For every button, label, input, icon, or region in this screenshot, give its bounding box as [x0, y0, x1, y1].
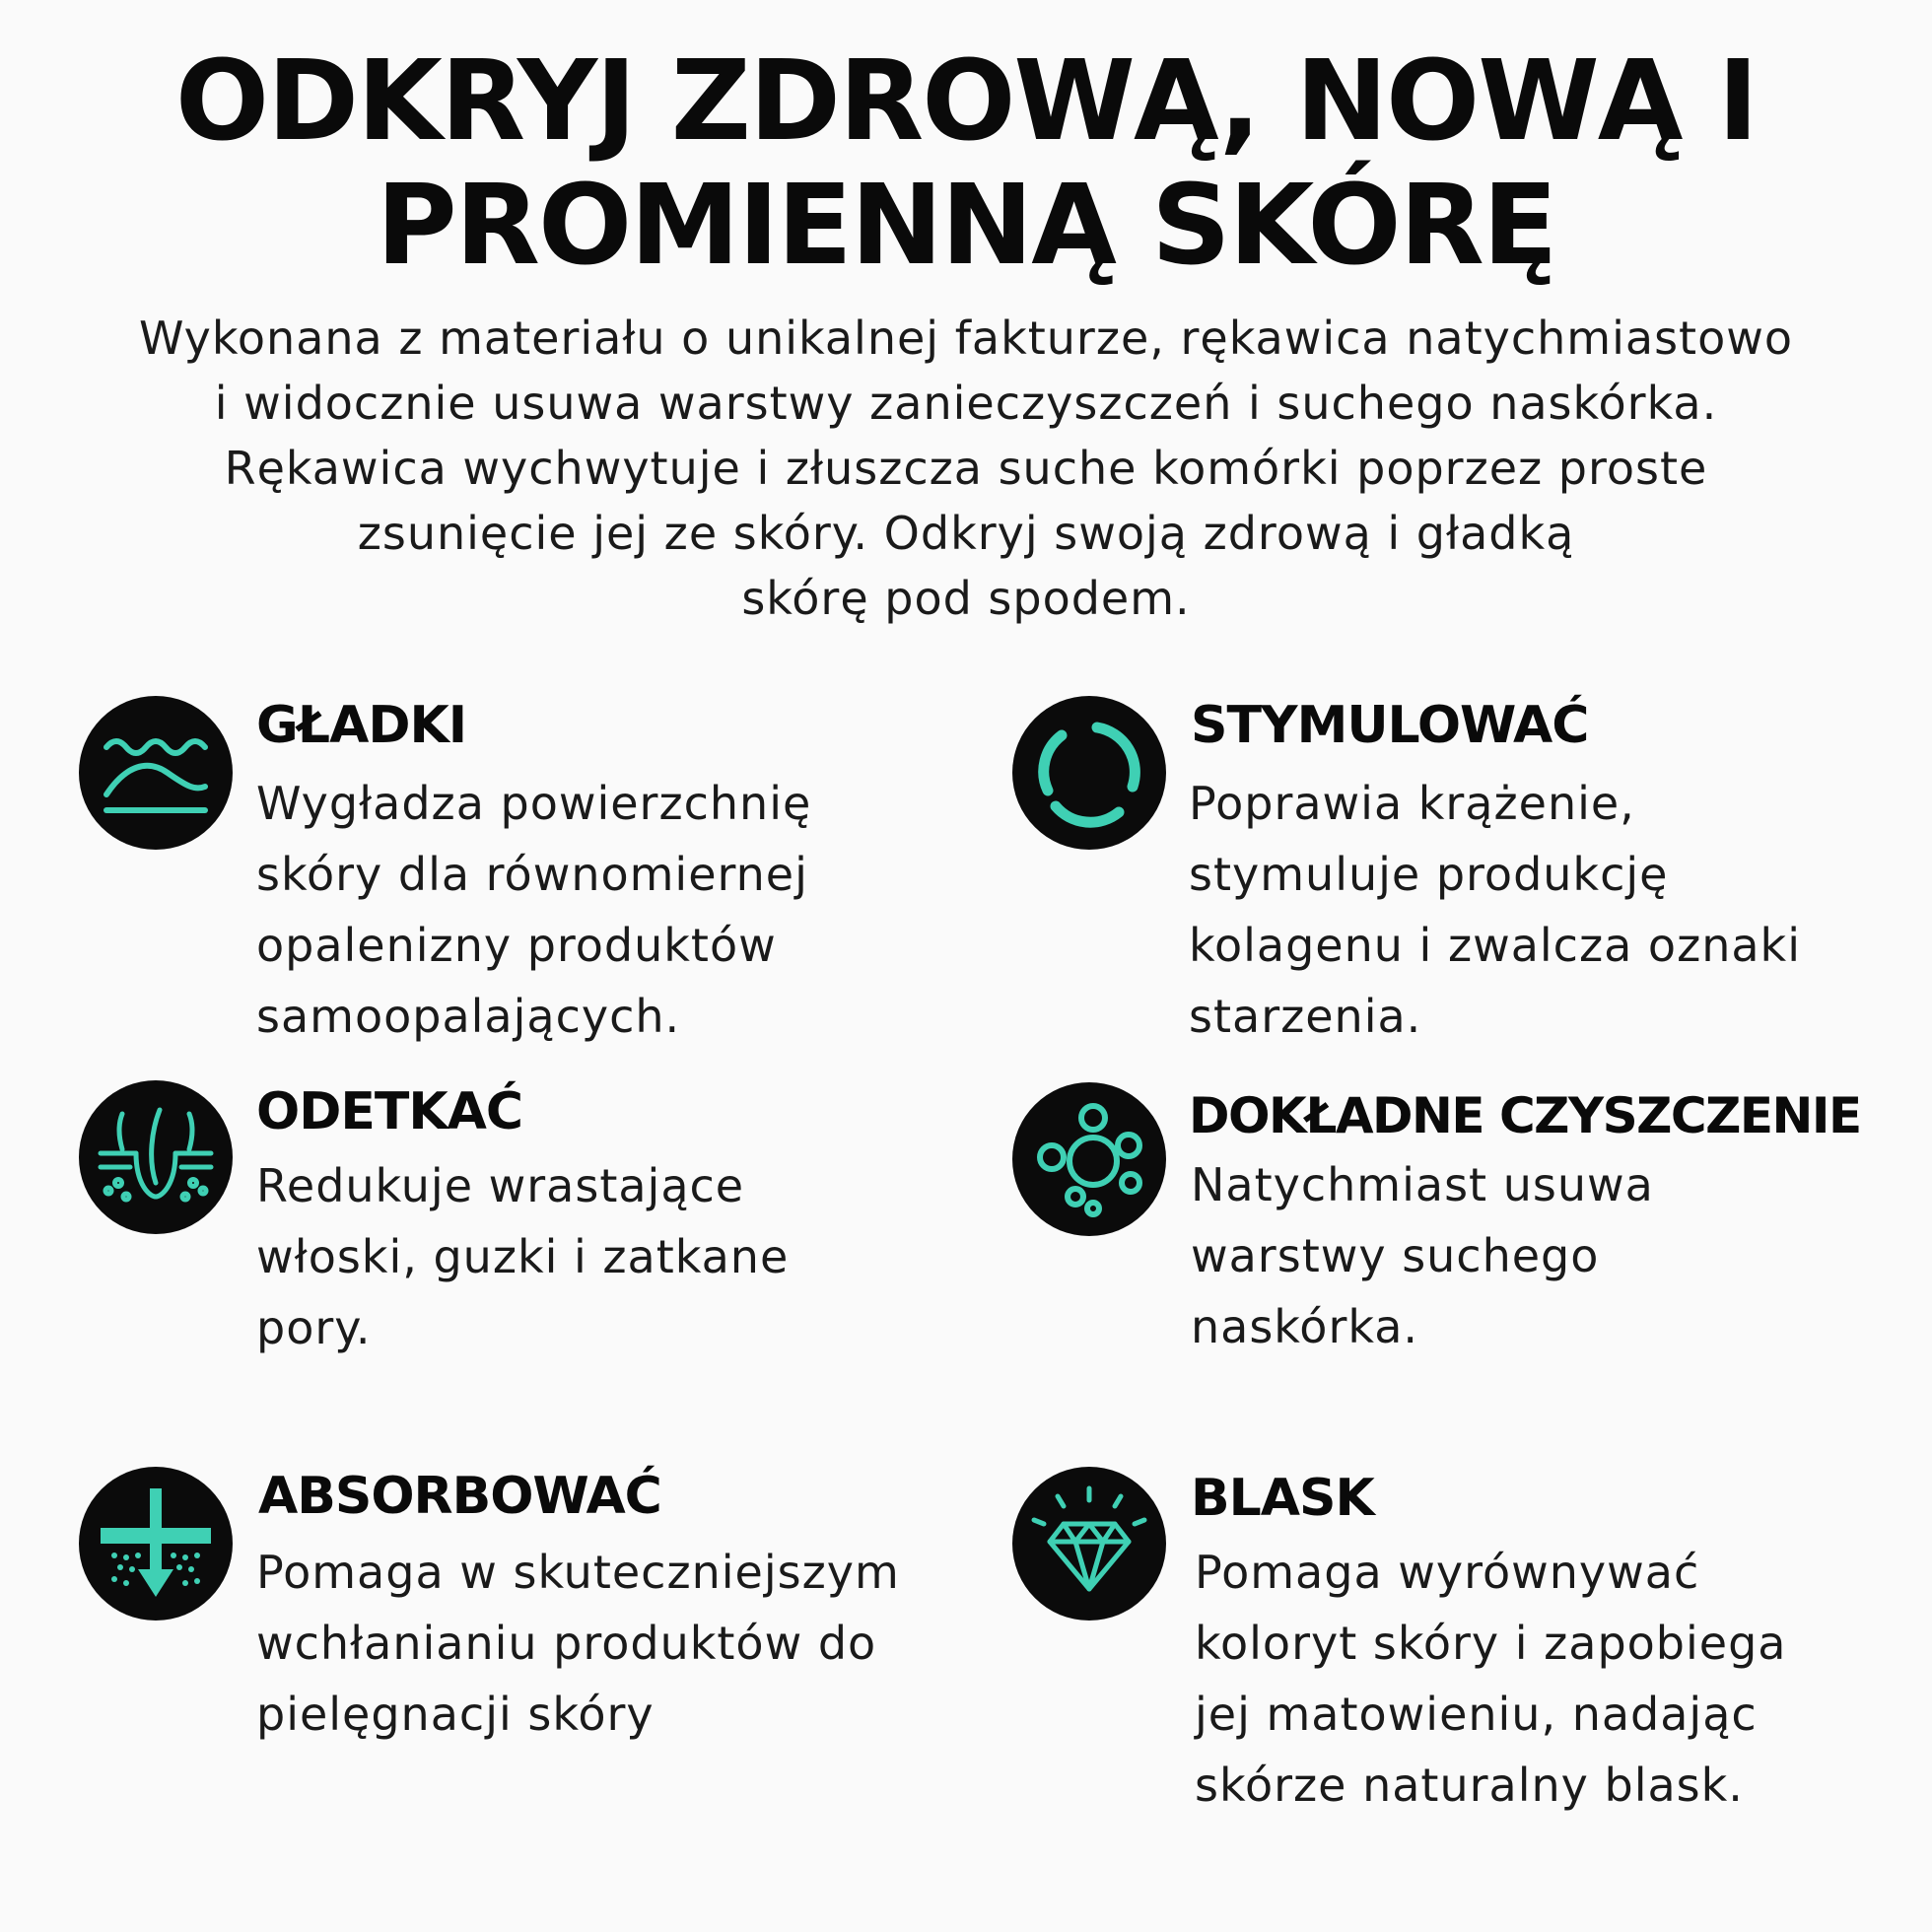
feature-title: BLASK — [1191, 1469, 1374, 1528]
smooth-waves-icon — [79, 696, 233, 850]
feature-description — [1191, 1149, 1654, 1362]
feature-text-line: starzenia. — [1189, 990, 1422, 1043]
intro-line: Wykonana z materiału o unikalnej fakturze, rękawica natychmiastowo — [139, 311, 1793, 365]
bubbles-icon — [1012, 1082, 1166, 1236]
feature-text-line: skóry dla równomiernej — [256, 848, 808, 901]
intro-line: skórę pod spodem. — [741, 572, 1191, 625]
feature-title: STYMULOWAĆ — [1191, 696, 1589, 755]
feature-text-line: Natychmiast usuwa — [1191, 1158, 1654, 1211]
feature-text-line: pielęgnacji skóry — [256, 1688, 655, 1741]
diamond-icon — [1012, 1467, 1166, 1621]
feature-description — [256, 768, 811, 1052]
feature-text-line: Pomaga w skuteczniejszym — [256, 1546, 900, 1599]
absorb-arrow-icon — [79, 1467, 233, 1621]
hair-follicle-icon — [79, 1080, 233, 1234]
title-line-2: PROMIENNĄ SKÓRĘ — [376, 162, 1556, 290]
title-line-1: ODKRYJ ZDROWĄ, NOWĄ I — [174, 37, 1758, 166]
feature-text-line: wchłanianiu produktów do — [256, 1617, 877, 1670]
feature-text-line: skórze naturalny blask. — [1195, 1759, 1744, 1812]
feature-text-line: włoski, guzki i zatkane — [256, 1230, 790, 1283]
page-title — [0, 39, 1932, 288]
feature-title: DOKŁADNE CZYSZCZENIE — [1189, 1087, 1861, 1144]
feature-text-line: Wygładza powierzchnię — [256, 777, 812, 830]
intro-line: zsunięcie jej ze skóry. Odkryj swoją zdrową i gładką — [357, 507, 1575, 560]
feature-text-line: samoopalających. — [256, 990, 681, 1043]
feature-text-line: warstwy suchego — [1191, 1229, 1600, 1282]
feature-title: ABSORBOWAĆ — [258, 1467, 661, 1526]
feature-text-line: jej matowieniu, nadając — [1195, 1688, 1758, 1741]
feature-text-line: Poprawia krążenie, — [1189, 777, 1635, 830]
feature-description — [1189, 768, 1801, 1052]
feature-text-line: Pomaga wyrównywać — [1195, 1546, 1700, 1599]
feature-description — [256, 1150, 789, 1363]
feature-text-line: koloryt skóry i zapobiega — [1195, 1617, 1787, 1670]
feature-text-line: Redukuje wrastające — [256, 1159, 745, 1212]
intro-line: i widocznie usuwa warstwy zanieczyszczeń i suchego naskórka. — [214, 377, 1718, 430]
feature-description — [1195, 1537, 1786, 1821]
intro-paragraph — [20, 306, 1912, 631]
feature-text-line: opalenizny produktów — [256, 919, 777, 972]
feature-text-line: stymuluje produkcję — [1189, 848, 1669, 901]
feature-description — [256, 1537, 900, 1750]
feature-title: GŁADKI — [256, 696, 467, 755]
feature-text-line: naskórka. — [1191, 1300, 1419, 1353]
feature-title: ODETKAĆ — [256, 1082, 523, 1141]
feature-text-line: kolagenu i zwalcza oznaki — [1189, 919, 1801, 972]
intro-line: Rękawica wychwytuje i złuszcza suche komórki poprzez proste — [224, 442, 1708, 495]
feature-text-line: pory. — [256, 1301, 372, 1354]
circulation-ring-icon — [1012, 696, 1166, 850]
